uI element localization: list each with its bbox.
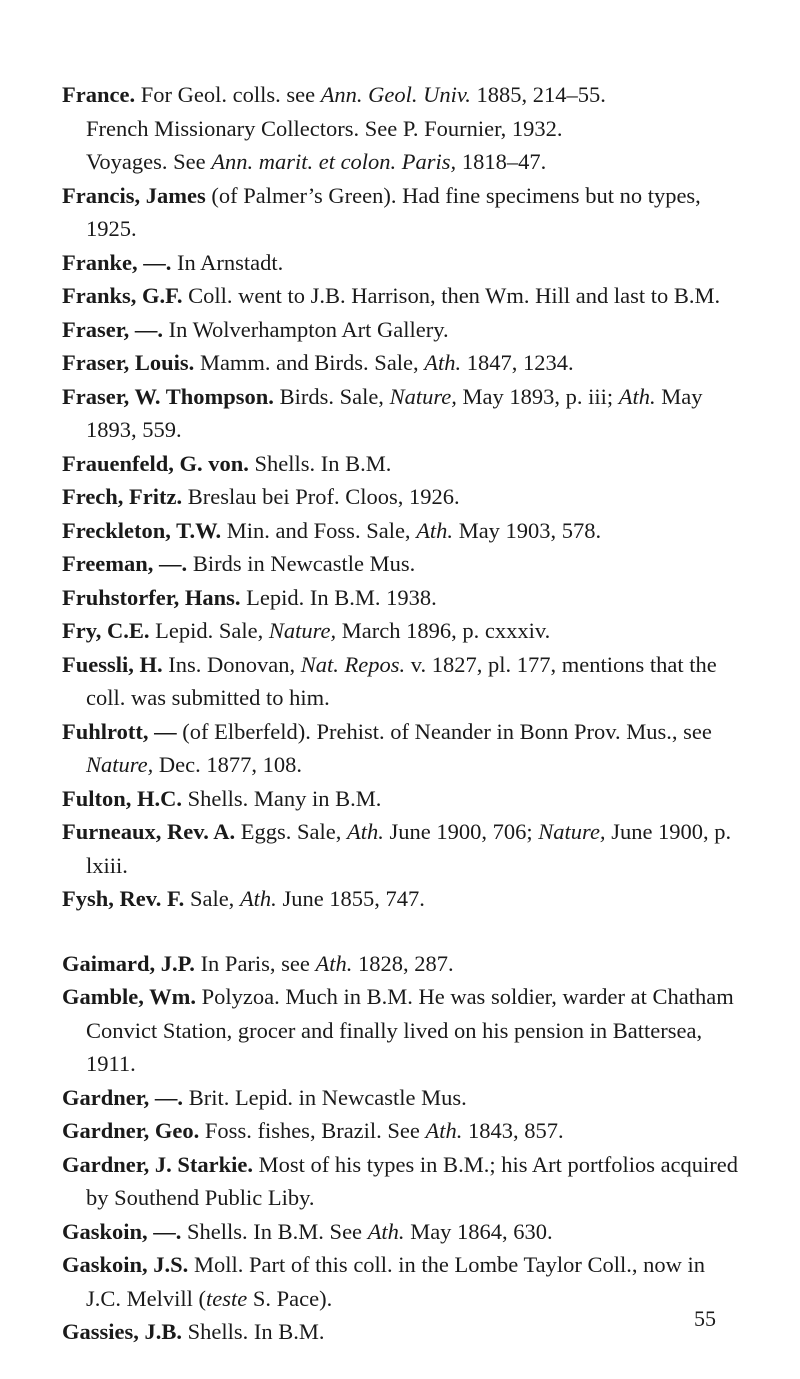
entry-heading: Freeman, —. xyxy=(62,551,188,576)
entry-text: Eggs. Sale, xyxy=(235,819,348,844)
entry-text: Ins. Donovan, xyxy=(162,651,301,677)
index-entry xyxy=(62,980,742,1081)
index-entry xyxy=(62,380,742,447)
entry-heading: Frech, Fritz. xyxy=(62,484,183,509)
index-entry xyxy=(62,279,742,313)
entry-citation: Ath. xyxy=(347,819,384,844)
entry-heading: Gardner, —. xyxy=(62,1084,184,1110)
entry-text: Mamm. and Birds. Sale, xyxy=(194,350,425,375)
index-entry xyxy=(62,78,742,112)
entry-text: (of Elberfeld). Prehist. of Neander in Bonn Prov. Mus., see xyxy=(176,718,712,744)
entry-text: For Geol. colls. see xyxy=(135,82,321,107)
entry-text: Brit. Lepid. in Newcastle Mus. xyxy=(183,1084,467,1110)
entry-heading: Fulton, H.C. xyxy=(62,785,183,811)
index-entry xyxy=(62,179,742,246)
entry-text: Shells. In B.M. xyxy=(248,450,392,476)
index-entry xyxy=(62,1215,742,1249)
entry-text: 1843, 857. xyxy=(462,1118,564,1143)
section-f-entries xyxy=(62,78,742,916)
entry-heading: Gaskoin, J.S. xyxy=(62,1252,189,1277)
entry-text: 1847, 1234. xyxy=(461,350,574,375)
entry-heading: Fuessli, H. xyxy=(62,651,163,677)
entry-text: Shells. In B.M. See xyxy=(181,1218,368,1244)
entry-text: French Missionary Collectors. See P. Fournier, 1932. xyxy=(86,115,563,141)
entry-text: May 1864, 630. xyxy=(404,1218,553,1244)
entry-heading: Fuhlrott, — xyxy=(62,718,177,744)
entry-text: v. 1827, pl. 177, mentions that the coll. was submitted to him. xyxy=(86,651,717,710)
page-body xyxy=(62,78,742,1349)
entry-citation: Ann. Geol. Univ. xyxy=(320,82,471,107)
entry-text: In Wolverhampton Art Gallery. xyxy=(163,316,449,342)
index-entry xyxy=(62,313,742,347)
entry-text: Min. and Foss. Sale, xyxy=(221,517,417,543)
entry-text: June 1900, 706; xyxy=(383,819,539,844)
index-entry xyxy=(62,1148,742,1215)
entry-text: Birds in Newcastle Mus. xyxy=(187,551,416,576)
entry-text: Dec. 1877, 108. xyxy=(153,752,303,777)
entry-heading: Furneaux, Rev. A. xyxy=(62,819,236,844)
entry-text: May 1903, 578. xyxy=(453,517,602,543)
entry-text: In Arnstadt. xyxy=(171,249,284,275)
page-number: 55 xyxy=(694,1306,716,1331)
entry-citation: Ath. xyxy=(315,950,353,976)
entry-text: Moll. Part of this coll. in the Lombe Taylor Coll., now in J.C. Melvill ( xyxy=(86,1252,706,1311)
entry-citation: Nature, xyxy=(389,383,457,409)
entry-text: S. Pace). xyxy=(247,1285,333,1311)
entry-citation: teste xyxy=(206,1285,248,1311)
entry-text: 1885, 214–55. xyxy=(470,82,606,107)
entry-text: (of Palmer’s Green). Had fine specimens but no types, 1925. xyxy=(86,182,701,241)
index-entry xyxy=(62,1315,742,1349)
index-entry xyxy=(62,246,742,280)
entry-heading: France. xyxy=(62,82,136,107)
entry-citation: Nature, xyxy=(268,618,337,643)
entry-heading: Gardner, J. Starkie. xyxy=(62,1151,254,1177)
index-entry xyxy=(62,1248,742,1315)
entry-citation: Nature, xyxy=(538,819,606,844)
entry-citation: Nat. Repos. xyxy=(300,651,406,677)
entry-text: Lepid. Sale, xyxy=(149,618,269,643)
entry-heading: Fry, C.E. xyxy=(62,618,150,643)
entry-text: Shells. Many in B.M. xyxy=(182,785,382,811)
entry-text: 1818–47. xyxy=(456,149,547,174)
entry-heading: Gamble, Wm. xyxy=(62,984,196,1009)
index-entry xyxy=(62,581,742,615)
index-entry xyxy=(62,815,742,882)
entry-citation: Ath. xyxy=(618,383,656,409)
index-entry xyxy=(62,1081,742,1115)
entry-text: Birds. Sale, xyxy=(273,383,390,409)
index-entry xyxy=(62,782,742,816)
entry-text: Voyages. See xyxy=(86,149,212,174)
entry-heading: Franks, G.F. xyxy=(62,283,183,308)
entry-citation: Ath. xyxy=(424,350,462,375)
index-entry xyxy=(62,145,742,179)
entry-heading: Gaimard, J.P. xyxy=(62,950,195,976)
entry-heading: Fraser, Louis. xyxy=(62,350,195,375)
index-entry xyxy=(62,882,742,916)
entry-heading: Franke, —. xyxy=(62,249,172,275)
entry-text: March 1896, p. cxxxiv. xyxy=(336,618,551,643)
entry-heading: Francis, James xyxy=(62,182,206,208)
index-entry xyxy=(62,1114,742,1148)
entry-text: Foss. fishes, Brazil. See xyxy=(199,1118,426,1143)
index-entry xyxy=(62,346,742,380)
entry-text: 1828, 287. xyxy=(352,950,454,976)
entry-heading: Fysh, Rev. F. xyxy=(62,886,185,911)
index-entry xyxy=(62,480,742,514)
entry-text: May 1893, 559. xyxy=(86,383,703,442)
entry-citation: Nature, xyxy=(86,752,154,777)
index-entry xyxy=(62,547,742,581)
entry-heading: Freckleton, T.W. xyxy=(62,517,222,543)
entry-heading: Gassies, J.B. xyxy=(62,1319,183,1344)
entry-citation: Ath. xyxy=(239,886,277,911)
entry-heading: Fraser, W. Thompson. xyxy=(62,383,274,409)
section-gap xyxy=(62,916,742,947)
index-entry xyxy=(62,648,742,715)
entry-text: June 1900, p. lxiii. xyxy=(86,819,732,878)
entry-heading: Fraser, —. xyxy=(62,316,164,342)
index-entry xyxy=(62,614,742,648)
entry-text: Most of his types in B.M.; his Art portfolios acquired by Southend Public Liby. xyxy=(86,1151,739,1210)
entry-citation: Ath. xyxy=(416,517,454,543)
index-entry xyxy=(62,947,742,981)
entry-text: May 1893, p. iii; xyxy=(456,383,619,409)
section-g-entries xyxy=(62,947,742,1349)
entry-text: Coll. went to J.B. Harrison, then Wm. Hill and last to B.M. xyxy=(182,283,721,308)
entry-heading: Frauenfeld, G. von. xyxy=(62,450,249,476)
entry-text: Breslau bei Prof. Cloos, 1926. xyxy=(182,484,460,509)
index-entry xyxy=(62,447,742,481)
entry-text: Lepid. In B.M. 1938. xyxy=(240,584,437,610)
entry-citation: Ath. xyxy=(367,1218,405,1244)
entry-citation: Ann. marit. et colon. Paris, xyxy=(211,149,457,174)
entry-text: Shells. In B.M. xyxy=(182,1319,325,1344)
index-entry xyxy=(62,715,742,782)
entry-heading: Fruhstorfer, Hans. xyxy=(62,584,241,610)
entry-citation: Ath. xyxy=(425,1118,463,1143)
entry-heading: Gardner, Geo. xyxy=(62,1118,200,1143)
index-entry xyxy=(62,514,742,548)
entry-heading: Gaskoin, —. xyxy=(62,1218,182,1244)
entry-text: June 1855, 747. xyxy=(276,886,425,911)
entry-text: Sale, xyxy=(184,886,240,911)
entry-text: In Paris, see xyxy=(194,950,316,976)
entry-text: Polyzoa. Much in B.M. He was soldier, warder at Chatham Convict Station, grocer and finally lived on his pension in Battersea, 1911. xyxy=(86,984,734,1076)
index-entry xyxy=(62,112,742,146)
